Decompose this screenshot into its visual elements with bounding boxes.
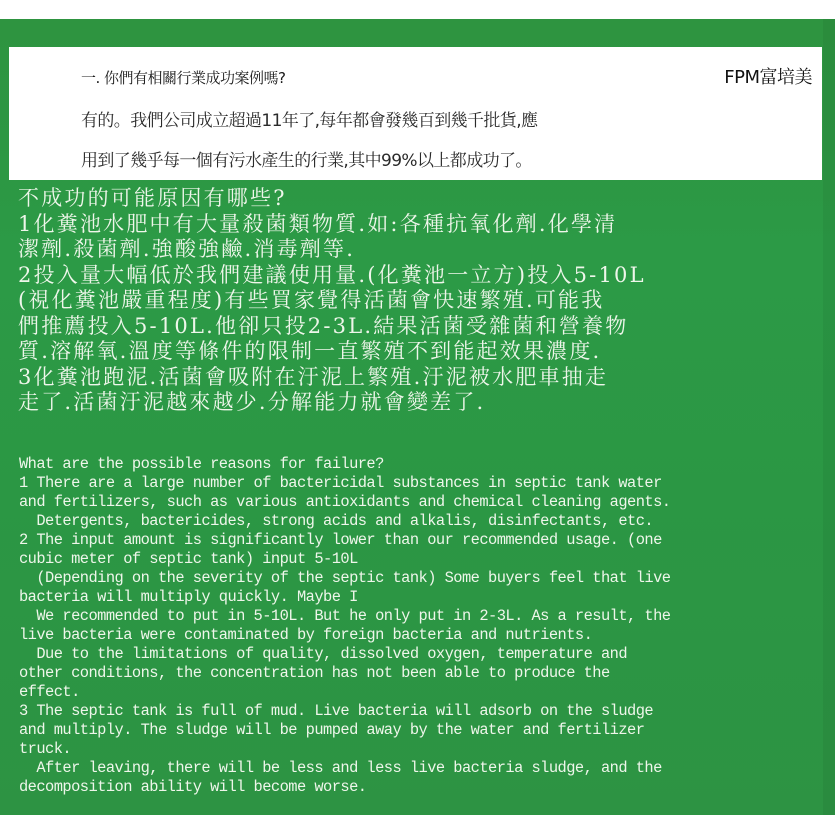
en-line: and fertilizers, such as various antioxidants and chemical cleaning agents.	[19, 493, 671, 511]
zh-line: 1化糞池水肥中有大量殺菌類物質.如:各種抗氧化劑.化學清	[18, 211, 618, 236]
en-line: 2 The input amount is significantly lower than our recommended usage. (one	[19, 531, 662, 549]
en-line: 1 There are a large number of bactericidal substances in septic tank water	[19, 474, 662, 492]
en-line: bacteria will multiply quickly. Maybe I	[19, 588, 358, 606]
en-line: decomposition ability will become worse.	[19, 778, 367, 796]
en-line: and multiply. The sludge will be pumped away by the water and fertilizer	[19, 721, 645, 739]
english-failure-reasons	[19, 455, 824, 797]
zh-line: 走了.活菌汙泥越來越少.分解能力就會變差了.	[18, 390, 486, 414]
brand-label: FPM富培美	[724, 67, 812, 88]
zh-line: 質.溶解氧.溫度等條件的限制一直繁殖不到能起效果濃度.	[18, 339, 602, 363]
en-line: live bacteria were contaminated by foreign bacteria and nutrients.	[19, 626, 593, 644]
zh-line: 潔劑.殺菌劑.強酸強鹼.消毒劑等.	[18, 237, 356, 261]
zh-line: 3化糞池跑泥.活菌會吸附在汙泥上繁殖.汙泥被水肥車抽走	[18, 364, 609, 389]
en-line: We recommended to put in 5-10L. But he only put in 2-3L. As a result, the	[19, 607, 671, 625]
en-heading: What are the possible reasons for failure?	[19, 455, 384, 473]
en-line: After leaving, there will be less and less live bacteria sludge, and the	[19, 759, 662, 777]
faq-answer-line: 用到了幾乎每一個有污水產生的行業,其中99%以上都成功了。	[81, 151, 532, 171]
faq-question: 一. 你們有相關行業成功案例嗎?	[81, 69, 286, 87]
en-line: other conditions, the concentration has not been able to produce the	[19, 664, 610, 682]
zh-line: 2投入量大幅低於我們建議使用量.(化糞池一立方)投入5-10L	[18, 262, 646, 287]
en-line: Due to the limitations of quality, dissolved oxygen, temperature and	[19, 645, 628, 663]
en-line: effect.	[19, 683, 80, 701]
en-line: Detergents, bactericides, strong acids and alkalis, disinfectants, etc.	[19, 512, 654, 530]
chinese-failure-reasons	[18, 186, 828, 416]
faq-answer-line: 有的。我們公司成立超過11年了,每年都會發幾百到幾千批貨,應	[81, 111, 538, 131]
en-line: truck.	[19, 740, 72, 758]
en-line: (Depending on the severity of the septic tank) Some buyers feel that live	[19, 569, 671, 587]
en-line: cubic meter of septic tank) input 5-10L	[19, 550, 358, 568]
zh-line: (視化糞池嚴重程度)有些買家覺得活菌會快速繁殖.可能我	[18, 288, 605, 312]
en-line: 3 The septic tank is full of mud. Live bacteria will adsorb on the sludge	[19, 702, 654, 720]
zh-heading: 不成功的可能原因有哪些?	[18, 186, 287, 210]
faq-card	[9, 47, 822, 180]
zh-line: 們推薦投入5-10L.他卻只投2-3L.結果活菌受雜菌和營養物	[18, 313, 629, 338]
